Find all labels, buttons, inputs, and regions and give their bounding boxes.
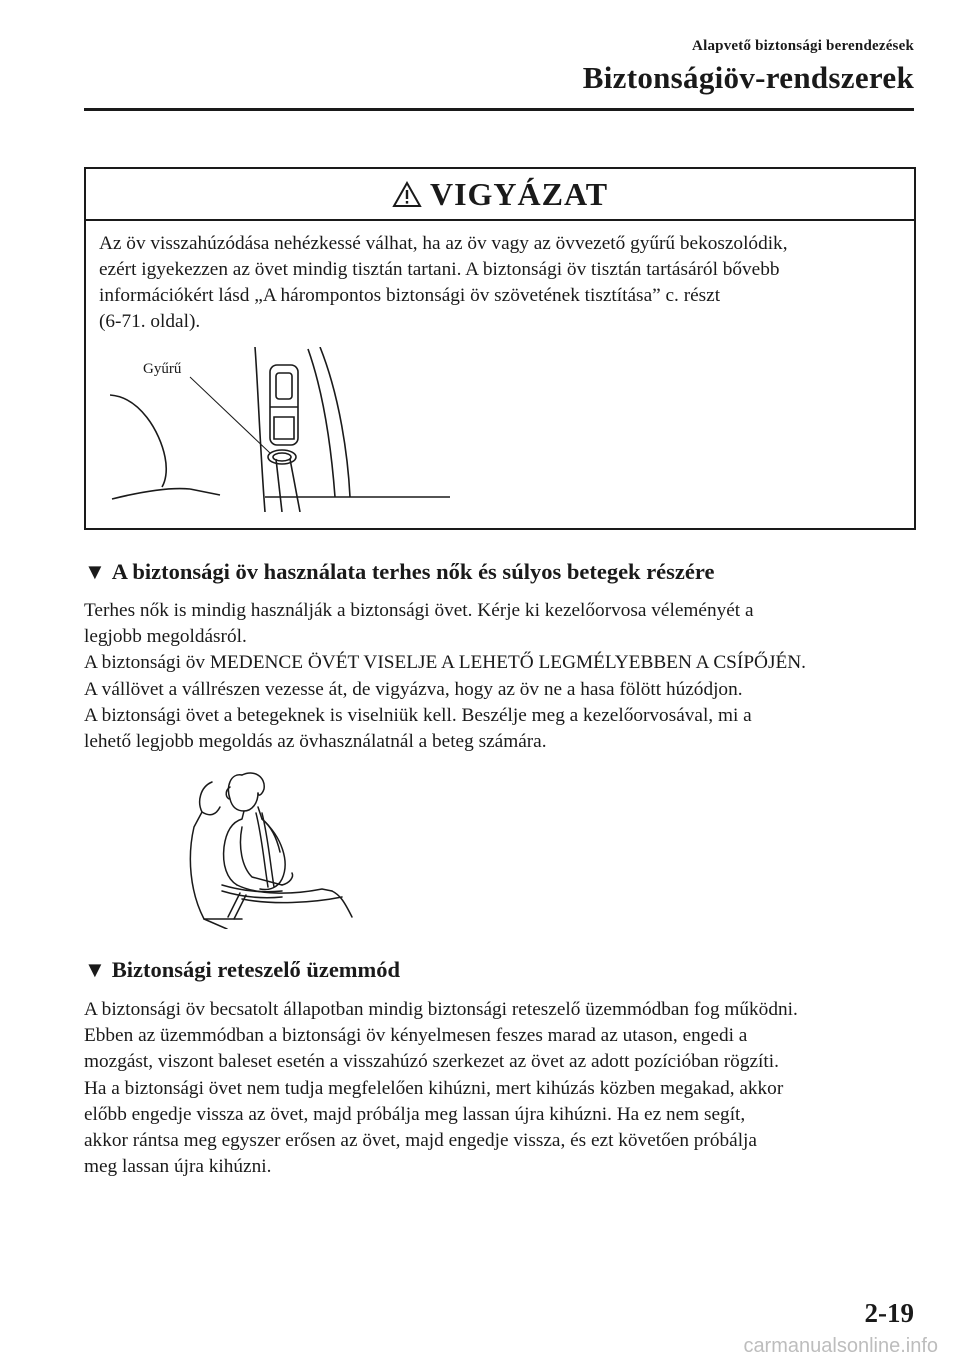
- page-number: 2-19: [864, 1298, 914, 1328]
- body-line: A vállövet a vállrészen vezesse át, de vigyázva, hogy az öv ne a hasa fölött húzódjon.: [84, 678, 743, 700]
- pregnant-woman-seatbelt-illustration: [182, 767, 362, 929]
- section2-heading: [84, 957, 400, 983]
- body-line: Ebben az üzemmódban a biztonsági öv kényelmesen feszes marad az utason, engedi a: [84, 1025, 748, 1047]
- body-line: lehető legjobb megoldás az övhasználatnál a beteg számára.: [84, 731, 547, 753]
- warning-title: VIGYÁZAT: [429, 175, 609, 212]
- body-line: A biztonsági öv becsatolt állapotban mindig biztonsági reteszelő üzemmódban fog működni.: [84, 999, 798, 1020]
- triangle-marker-icon: ▼: [84, 957, 106, 982]
- body-line: A biztonsági övet a betegeknek is viselniük kell. Beszélje meg a kezelőorvosával, mi a: [84, 704, 752, 726]
- body-line: Terhes nők is mindig használják a biztonsági övet. Kérje ki kezelőorvosa véleményét a: [84, 600, 754, 621]
- warning-line: (6-71. oldal).: [99, 311, 201, 332]
- section2-body: [84, 997, 919, 1180]
- section1-heading-text: A biztonsági öv használata terhes nők és súlyos betegek részére: [111, 559, 715, 584]
- triangle-marker-icon: ▼: [84, 559, 106, 584]
- section-title: Biztonságiöv-rendszerek: [582, 60, 914, 95]
- warning-line: információkért lásd „A hárompontos biztonsági öv szövetének tisztítása” c. részt: [99, 285, 721, 306]
- watermark: carmanualsonline.info: [743, 1335, 938, 1357]
- section1-heading: [84, 559, 714, 585]
- body-line: legjobb megoldásról.: [84, 626, 247, 648]
- warning-triangle-icon: [392, 181, 422, 208]
- warning-box: [84, 167, 916, 530]
- section2-heading-text: Biztonsági reteszelő üzemmód: [111, 957, 401, 982]
- warning-line: ezért igyekezzen az övet mindig tisztán tartani. A biztonsági öv tisztán tartásáról bővebb: [99, 259, 780, 280]
- header-rule: [84, 108, 914, 111]
- body-line: előbb engedje vissza az övet, majd próbálja meg lassan újra kihúzni. Ha ez nem segít,: [84, 1103, 746, 1125]
- body-line: mozgást, viszont baleset esetén a visszahúzó szerkezet az övet az adott pozícióban rögzíti.: [84, 1051, 779, 1073]
- warning-text: [99, 231, 909, 335]
- body-line: meg lassan újra kihúzni.: [84, 1156, 272, 1178]
- chapter-title: Alapvető biztonsági berendezések: [692, 38, 914, 54]
- warning-title-bar: [86, 169, 914, 221]
- body-line: A biztonsági öv MEDENCE ÖVÉT VISELJE A LEHETŐ LEGMÉLYEBBEN A CSÍPŐJÉN.: [84, 652, 806, 674]
- section1-body: [84, 598, 919, 755]
- body-line: Ha a biztonsági övet nem tudja megfelelően kihúzni, mert kihúzás közben megakad, akkor: [84, 1077, 784, 1099]
- body-line: akkor rántsa meg egyszer erősen az övet, majd engedje vissza, és ezt követően próbálja: [84, 1130, 757, 1152]
- warning-line: Az öv visszahúzódása nehézkessé válhat, ha az öv vagy az övvezető gyűrű bekoszolódik,: [99, 233, 788, 254]
- ring-label: Gyűrű: [143, 361, 182, 377]
